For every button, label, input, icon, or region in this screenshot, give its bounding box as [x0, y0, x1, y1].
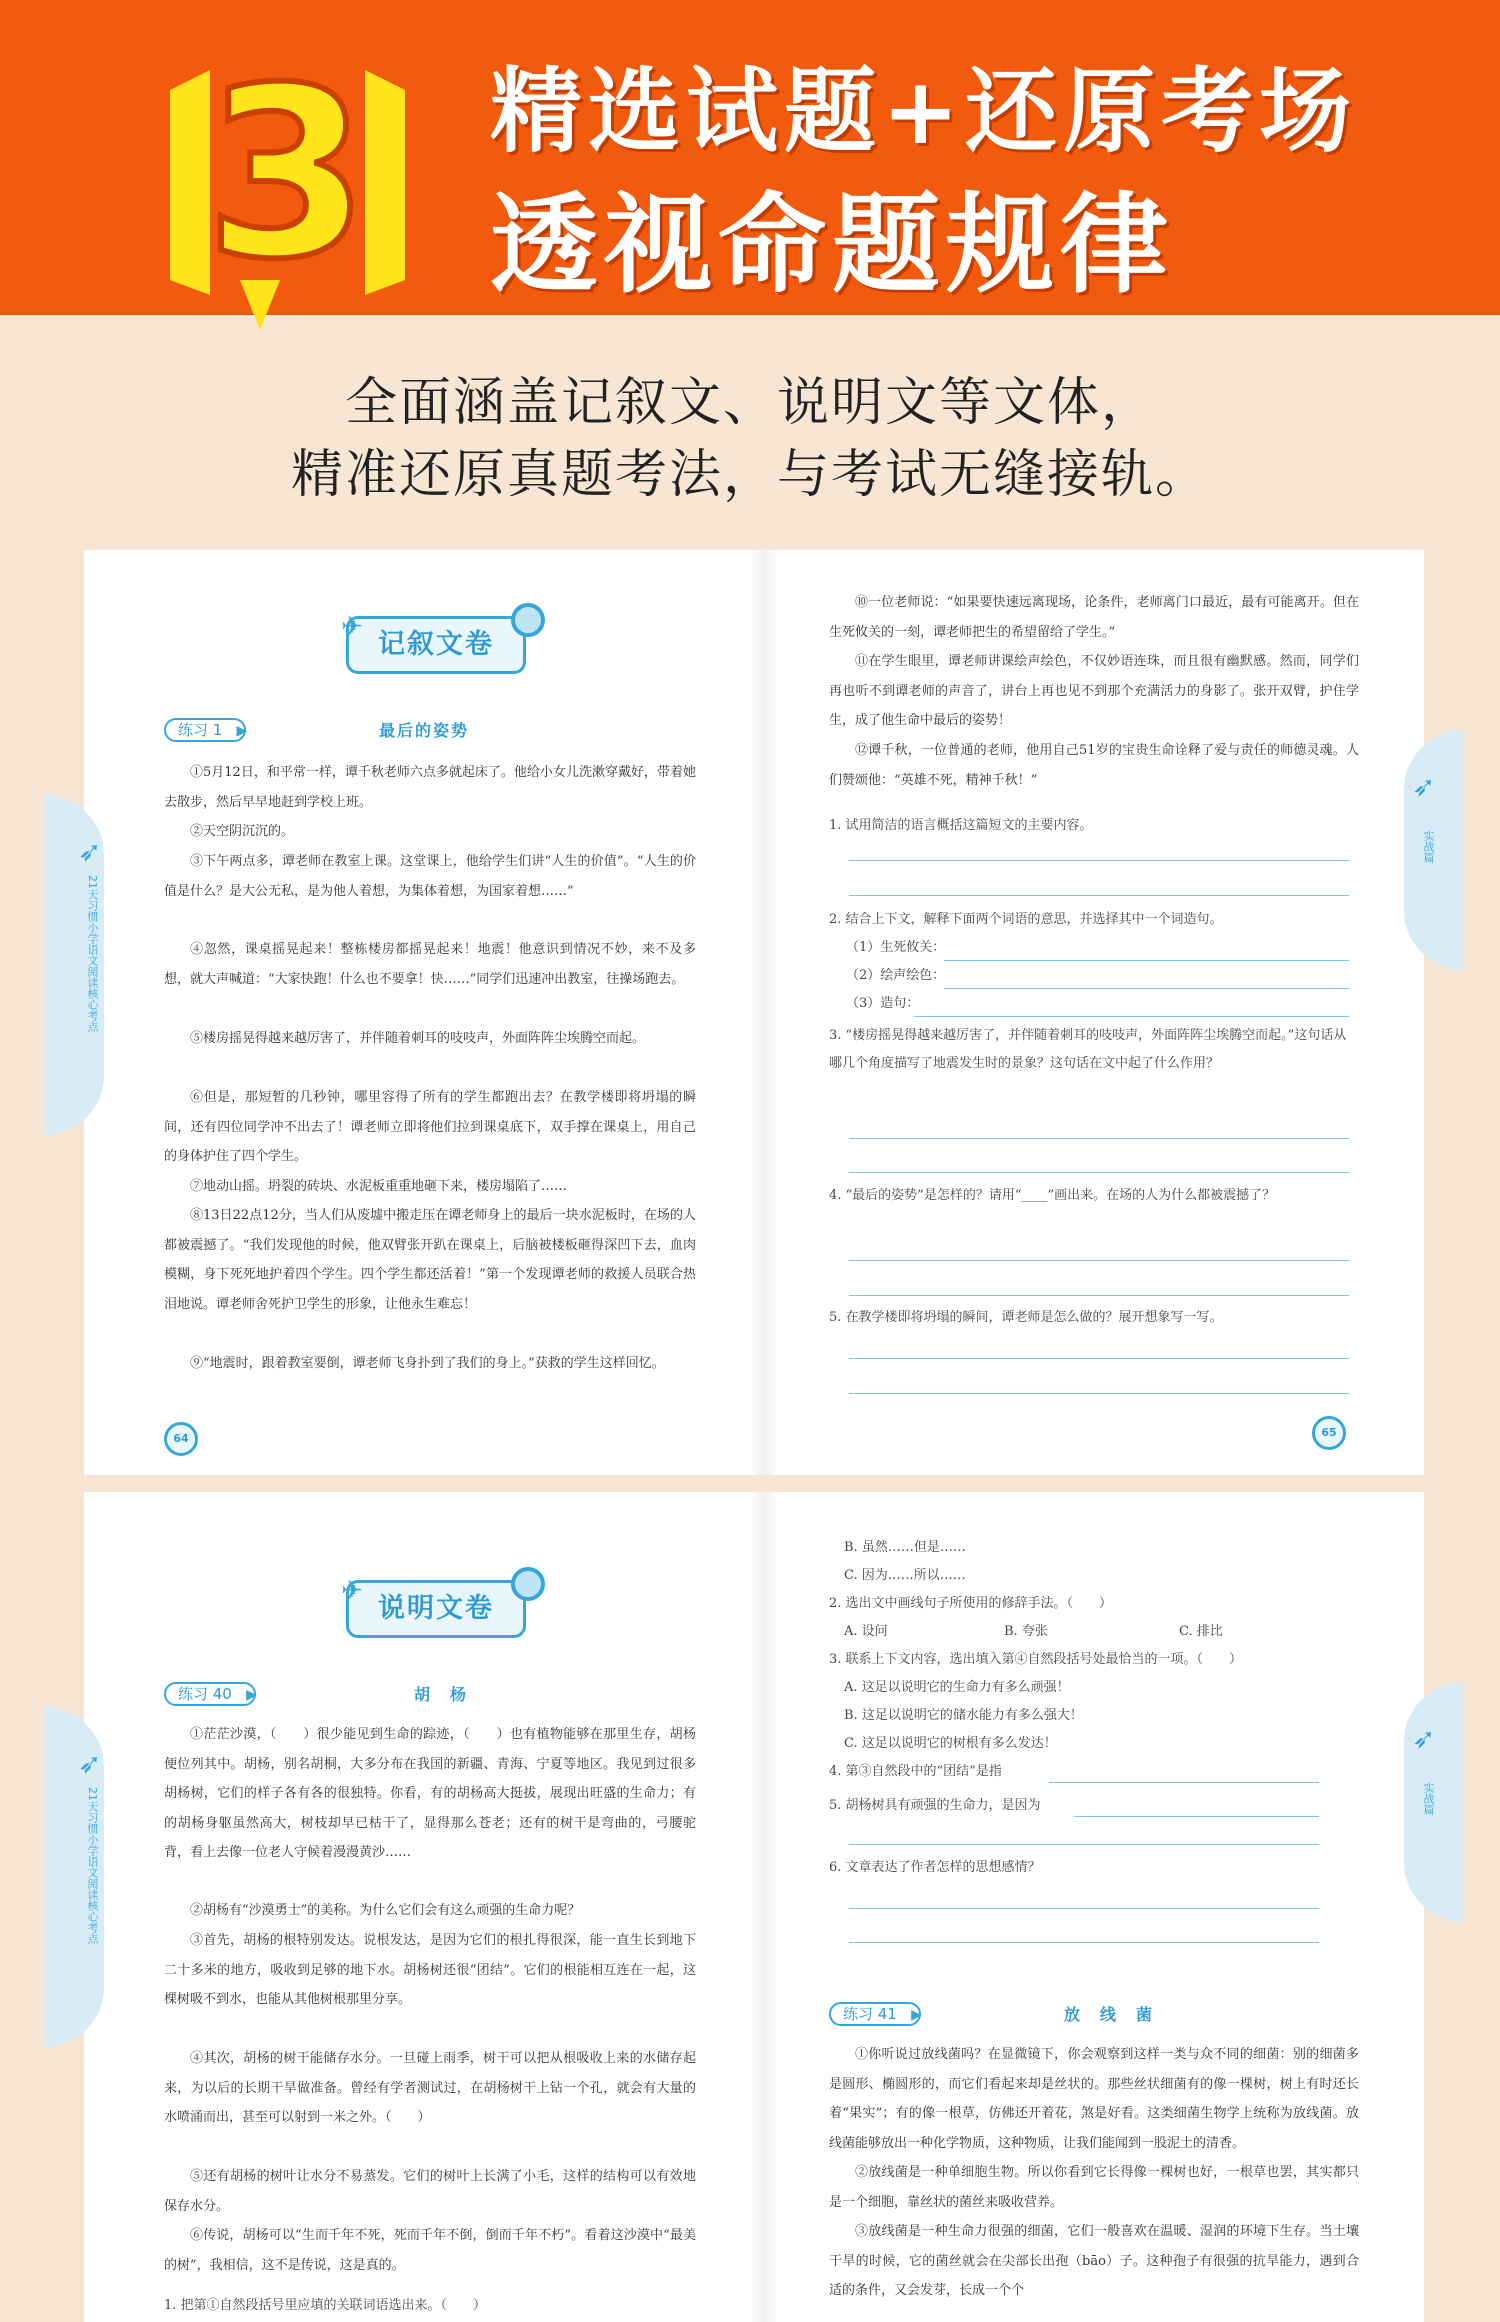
runner-icon: ➶ [1412, 770, 1436, 803]
section-heading [341, 1576, 526, 1638]
answer-line[interactable] [849, 1844, 1319, 1845]
runner-icon: ➶ [78, 835, 102, 868]
runner-icon: ➶ [1412, 1722, 1436, 1755]
option-b: B. 虽然……但是…… [844, 1540, 966, 1555]
header-banner [0, 0, 1500, 315]
exercise-tag: 练习 1 ▶ [164, 718, 246, 742]
paragraph: ①5月12日，和平常一样，谭千秋老师六点多就起床了。他给小女儿洗漱穿戴好，带着她去散步，然后早早地赶到学校上班。 [164, 765, 696, 810]
answer-line[interactable] [849, 1138, 1349, 1139]
paragraph: ⑪在学生眼里，谭老师讲课绘声绘色，不仅妙语连珠，而且很有幽默感。然而，同学们再也听不到谭老师的声音了，讲台上再也见不到那个充满活力的身影了。张开双臂，护住学生，成了他生命中最后的姿势！ [829, 654, 1359, 728]
number-three-badge-icon [150, 30, 420, 340]
paragraph: ⑨“地震时，跟着教室要倒，谭老师飞身扑到了我们的身上。”获救的学生这样回忆。 [190, 1356, 665, 1371]
left-side-tab [44, 1707, 104, 2047]
question-4: 4. “最后的姿势”是怎样的？请用“____”画出来。在场的人为什么都被震撼了？ [829, 1188, 1276, 1203]
option-c: C. 这足以说明它的树根有多么发达！ [844, 1736, 1057, 1751]
intro-line1: 全面涵盖记叙文、说明文等文体， [344, 373, 1155, 433]
page-gutter [749, 550, 779, 1475]
question-5: 5. 胡杨树具有顽强的生命力，是因为 [829, 1798, 1041, 1813]
answer-line[interactable] [1074, 1816, 1319, 1817]
answer-line[interactable] [1049, 1782, 1319, 1783]
paragraph: ④其次，胡杨的树干能储存水分。一旦碰上雨季，树干可以把从根吸收上来的水储存起来，为以后的长期干旱做准备。曾经有学者测试过，在胡杨树干上钻一个孔，就会有大量的水喷涌而出，甚至可以射到一米之外。（ ） [164, 2051, 696, 2125]
answer-line[interactable] [849, 1393, 1349, 1394]
question-1: 1. 试用简洁的语言概括这篇短文的主要内容。 [829, 818, 1093, 833]
runner-icon: ➶ [78, 1747, 102, 1780]
question-3: 3. 联系上下文内容，选出填入第④自然段括号处最恰当的一项。（ ） [829, 1652, 1243, 1667]
exercise-tag: 练习 40 ▶ [164, 1682, 256, 1706]
paragraph: ③下午两点多，谭老师在教室上课。这堂课上，他给学生们讲“人生的价值”。“人生的价值是什么？是大公无私，是为他人着想，为集体着想，为国家着想……” [164, 854, 696, 899]
option-a: A. 设问 [844, 1624, 888, 1639]
paragraph: ⑧13日22点12分，当人们从废墟中搬走压在谭老师身上的最后一块水泥板时，在场的人都被震撼了。“我们发现他的时候，他双臂张开趴在课桌上，后脑被楼板砸得深凹下去，血肉模糊，身下死死地护着四个学生。四个学生都还活着！”第一个发现谭老师的救援人员联合热泪地说。谭老师舍死护卫学生的形象，让他永生难忘！ [164, 1208, 696, 1312]
book-spread-narrative [78, 550, 1436, 1475]
page-gutter [749, 1492, 779, 2322]
passage-title: 胡 杨 [414, 1685, 469, 1704]
right-side-label: 实战篇 [1422, 830, 1435, 863]
answer-line[interactable] [849, 1260, 1349, 1261]
passage-title: 放 线 菌 [1064, 2005, 1155, 2024]
question-1: 1. 把第①自然段括号里应填的关联词语选出来。（ ） [164, 2298, 487, 2313]
question-6: 6. 文章表达了作者怎样的思想感情？ [829, 1860, 1041, 1875]
paper-plane-icon: ✈ [341, 612, 365, 642]
left-side-label: 21天习惯小学语文阅读核心考点 [86, 875, 99, 1032]
right-side-tab [1404, 1682, 1464, 1922]
option-c: C. 排比 [1179, 1624, 1223, 1639]
paragraph: ①茫茫沙漠，（ ）很少能见到生命的踪迹，（ ）也有植物能够在那里生存，胡杨便位列其中。胡杨，别名胡桐，大多分布在我国的新疆、青海、宁夏等地区。我见到过很多胡杨树，它们的样子各有各的很独特。你看，有的胡杨高大挺拔，展现出旺盛的生命力；有的胡杨身躯虽然高大，树枝却早已枯干了，显得那么苍老；还有的树干是弯曲的，弓腰驼背，看上去像一位老人守候着漫漫黄沙…… [164, 1727, 696, 1860]
paragraph: ⑤楼房摇晃得越来越厉害了，并伴随着刺耳的吱吱声，外面阵阵尘埃腾空而起。 [190, 1031, 646, 1046]
book-spread-expository [78, 1492, 1436, 2322]
answer-line[interactable] [914, 1016, 1349, 1017]
paragraph: ②天空阴沉沉的。 [190, 824, 295, 839]
option-a: A. 这足以说明它的生命力有多么顽强！ [844, 1680, 1070, 1695]
option-b: B. 这足以说明它的储水能力有多么强大！ [844, 1708, 1083, 1723]
paper-plane-icon: ✈ [341, 1576, 365, 1606]
paragraph: ②胡杨有“沙漠勇士”的美称。为什么它们会有这么顽强的生命力呢？ [190, 1903, 581, 1918]
option-c: C. 因为……所以…… [844, 1568, 966, 1583]
left-side-label: 21天习惯小学语文阅读核心考点 [86, 1787, 99, 1944]
answer-line[interactable] [849, 895, 1349, 896]
banner-title-line2: 透视命题规律 [490, 183, 1175, 308]
question-2-item-1: （1）生死攸关： [846, 940, 946, 955]
banner-title-line1: 精选试题+还原考场 [490, 58, 1358, 165]
paragraph: ⑦地动山摇。坍裂的砖块、水泥板重重地砸下来，楼房塌陷了…… [190, 1179, 568, 1194]
paragraph: ⑥传说，胡杨可以“生而千年不死，死而千年不倒，倒而千年不朽”。看着这沙漠中“最美的树”，我相信，这不是传说，这是真的。 [164, 2228, 696, 2273]
paragraph: ⑩一位老师说：“如果要快速远离现场，论条件，老师离门口最近，最有可能离开。但在生死攸关的一刻，谭老师把生的希望留给了学生。” [829, 595, 1359, 640]
answer-line[interactable] [849, 1358, 1349, 1359]
paragraph: ①你听说过放线菌吗？在显微镜下，你会观察到这样一类与众不同的细菌：别的细菌多是圆形、椭圆形的，而它们看起来却是丝状的。那些丝状细菌有的像一棵树，树上有时还长着“果实”；有的像一根草，仿佛还开着花，煞是好看。这类细菌生物学上统称为放线菌。放线菌能够放出一种化学物质，这种物质，让我们能闻到一股泥土的清香。 [829, 2047, 1359, 2151]
question-4: 4. 第③自然段中的“团结”是指 [829, 1764, 1002, 1779]
paragraph: ④忽然，课桌摇晃起来！整栋楼房都摇晃起来！地震！他意识到情况不妙，来不及多想，就大声喊道：“大家快跑！什么也不要拿！快……”同学们迅速冲出教室，往操场跑去。 [164, 942, 696, 987]
paragraph: ⑤还有胡杨的树叶让水分不易蒸发。它们的树叶上长满了小毛，这样的结构可以有效地保存水分。 [164, 2169, 696, 2214]
left-side-tab [44, 795, 104, 1135]
paragraph: ②放线菌是一种单细胞生物。所以你看到它长得像一棵树也好，一根草也罢，其实都只是一个细胞，靠丝状的菌丝来吸收营养。 [829, 2165, 1359, 2210]
answer-line[interactable] [944, 960, 1349, 961]
section-heading [341, 612, 526, 674]
answer-line[interactable] [849, 1295, 1349, 1296]
section-heading-label: 记叙文卷 [378, 629, 494, 660]
question-2: 2. 结合上下文，解释下面两个词语的意思，并选择其中一个词造句。 [829, 912, 1223, 927]
question-2-item-3: （3）造句： [846, 996, 920, 1011]
page-number-left: 64 [164, 1422, 198, 1456]
paragraph: ③放线菌是一种生命力很强的细菌，它们一般喜欢在温暖、湿润的环境下生存。当土壤干旱的时候，它的菌丝就会在尖部长出孢（bāo）子。这种孢子有很强的抗旱能力，遇到合适的条件，又会发芽，长成一个个 [829, 2224, 1359, 2298]
intro-line2: 精准还原真题考法，与考试无缝接轨。 [290, 445, 1209, 505]
question-2-item-2: （2）绘声绘色： [846, 968, 946, 983]
page-number-right: 65 [1312, 1416, 1346, 1450]
paragraph: ⑥但是，那短暂的几秒钟，哪里容得了所有的学生都跑出去？在教学楼即将坍塌的瞬间，还有四位同学冲不出去了！谭老师立即将他们拉到课桌底下，双手撑在课桌上，用自己的身体护住了四个学生。 [164, 1090, 696, 1164]
answer-line[interactable] [849, 1908, 1319, 1909]
section-heading-label: 说明文卷 [378, 1593, 494, 1624]
paragraph: ⑫谭千秋，一位普通的老师，他用自己51岁的宝贵生命诠释了爱与责任的师德灵魂。人们赞颂他：“英雄不死，精神千秋！” [829, 743, 1359, 788]
answer-line[interactable] [849, 1172, 1349, 1173]
right-side-label: 实战篇 [1422, 1782, 1435, 1815]
paragraph: ③首先，胡杨的根特别发达。说根发达，是因为它们的根扎得很深，能一直生长到地下二十多米的地方，吸收到足够的地下水。胡杨树还很“团结”。它们的根能相互连在一起，这棵树吸不到水，也能从其他树根那里分享。 [164, 1933, 696, 2007]
question-5: 5. 在教学楼即将坍塌的瞬间，谭老师是怎么做的？展开想象写一写。 [829, 1310, 1223, 1325]
question-2: 2. 选出文中画线句子所使用的修辞手法。（ ） [829, 1596, 1113, 1611]
exercise-tag: 练习 41 ▶ [829, 2002, 921, 2026]
question-3: 3. “楼房摇晃得越来越厉害了，并伴随着刺耳的吱吱声，外面阵阵尘埃腾空而起。”这句话从哪几个角度描写了地震发生时的景象？这句话在文中起了什么作用？ [829, 1028, 1347, 1071]
answer-line[interactable] [944, 988, 1349, 989]
option-b: B. 夸张 [1004, 1624, 1048, 1639]
badge-number: 3 [205, 38, 369, 311]
answer-line[interactable] [849, 860, 1349, 861]
passage-title: 最后的姿势 [379, 721, 470, 740]
right-side-tab [1404, 730, 1464, 970]
answer-line[interactable] [849, 1942, 1319, 1943]
